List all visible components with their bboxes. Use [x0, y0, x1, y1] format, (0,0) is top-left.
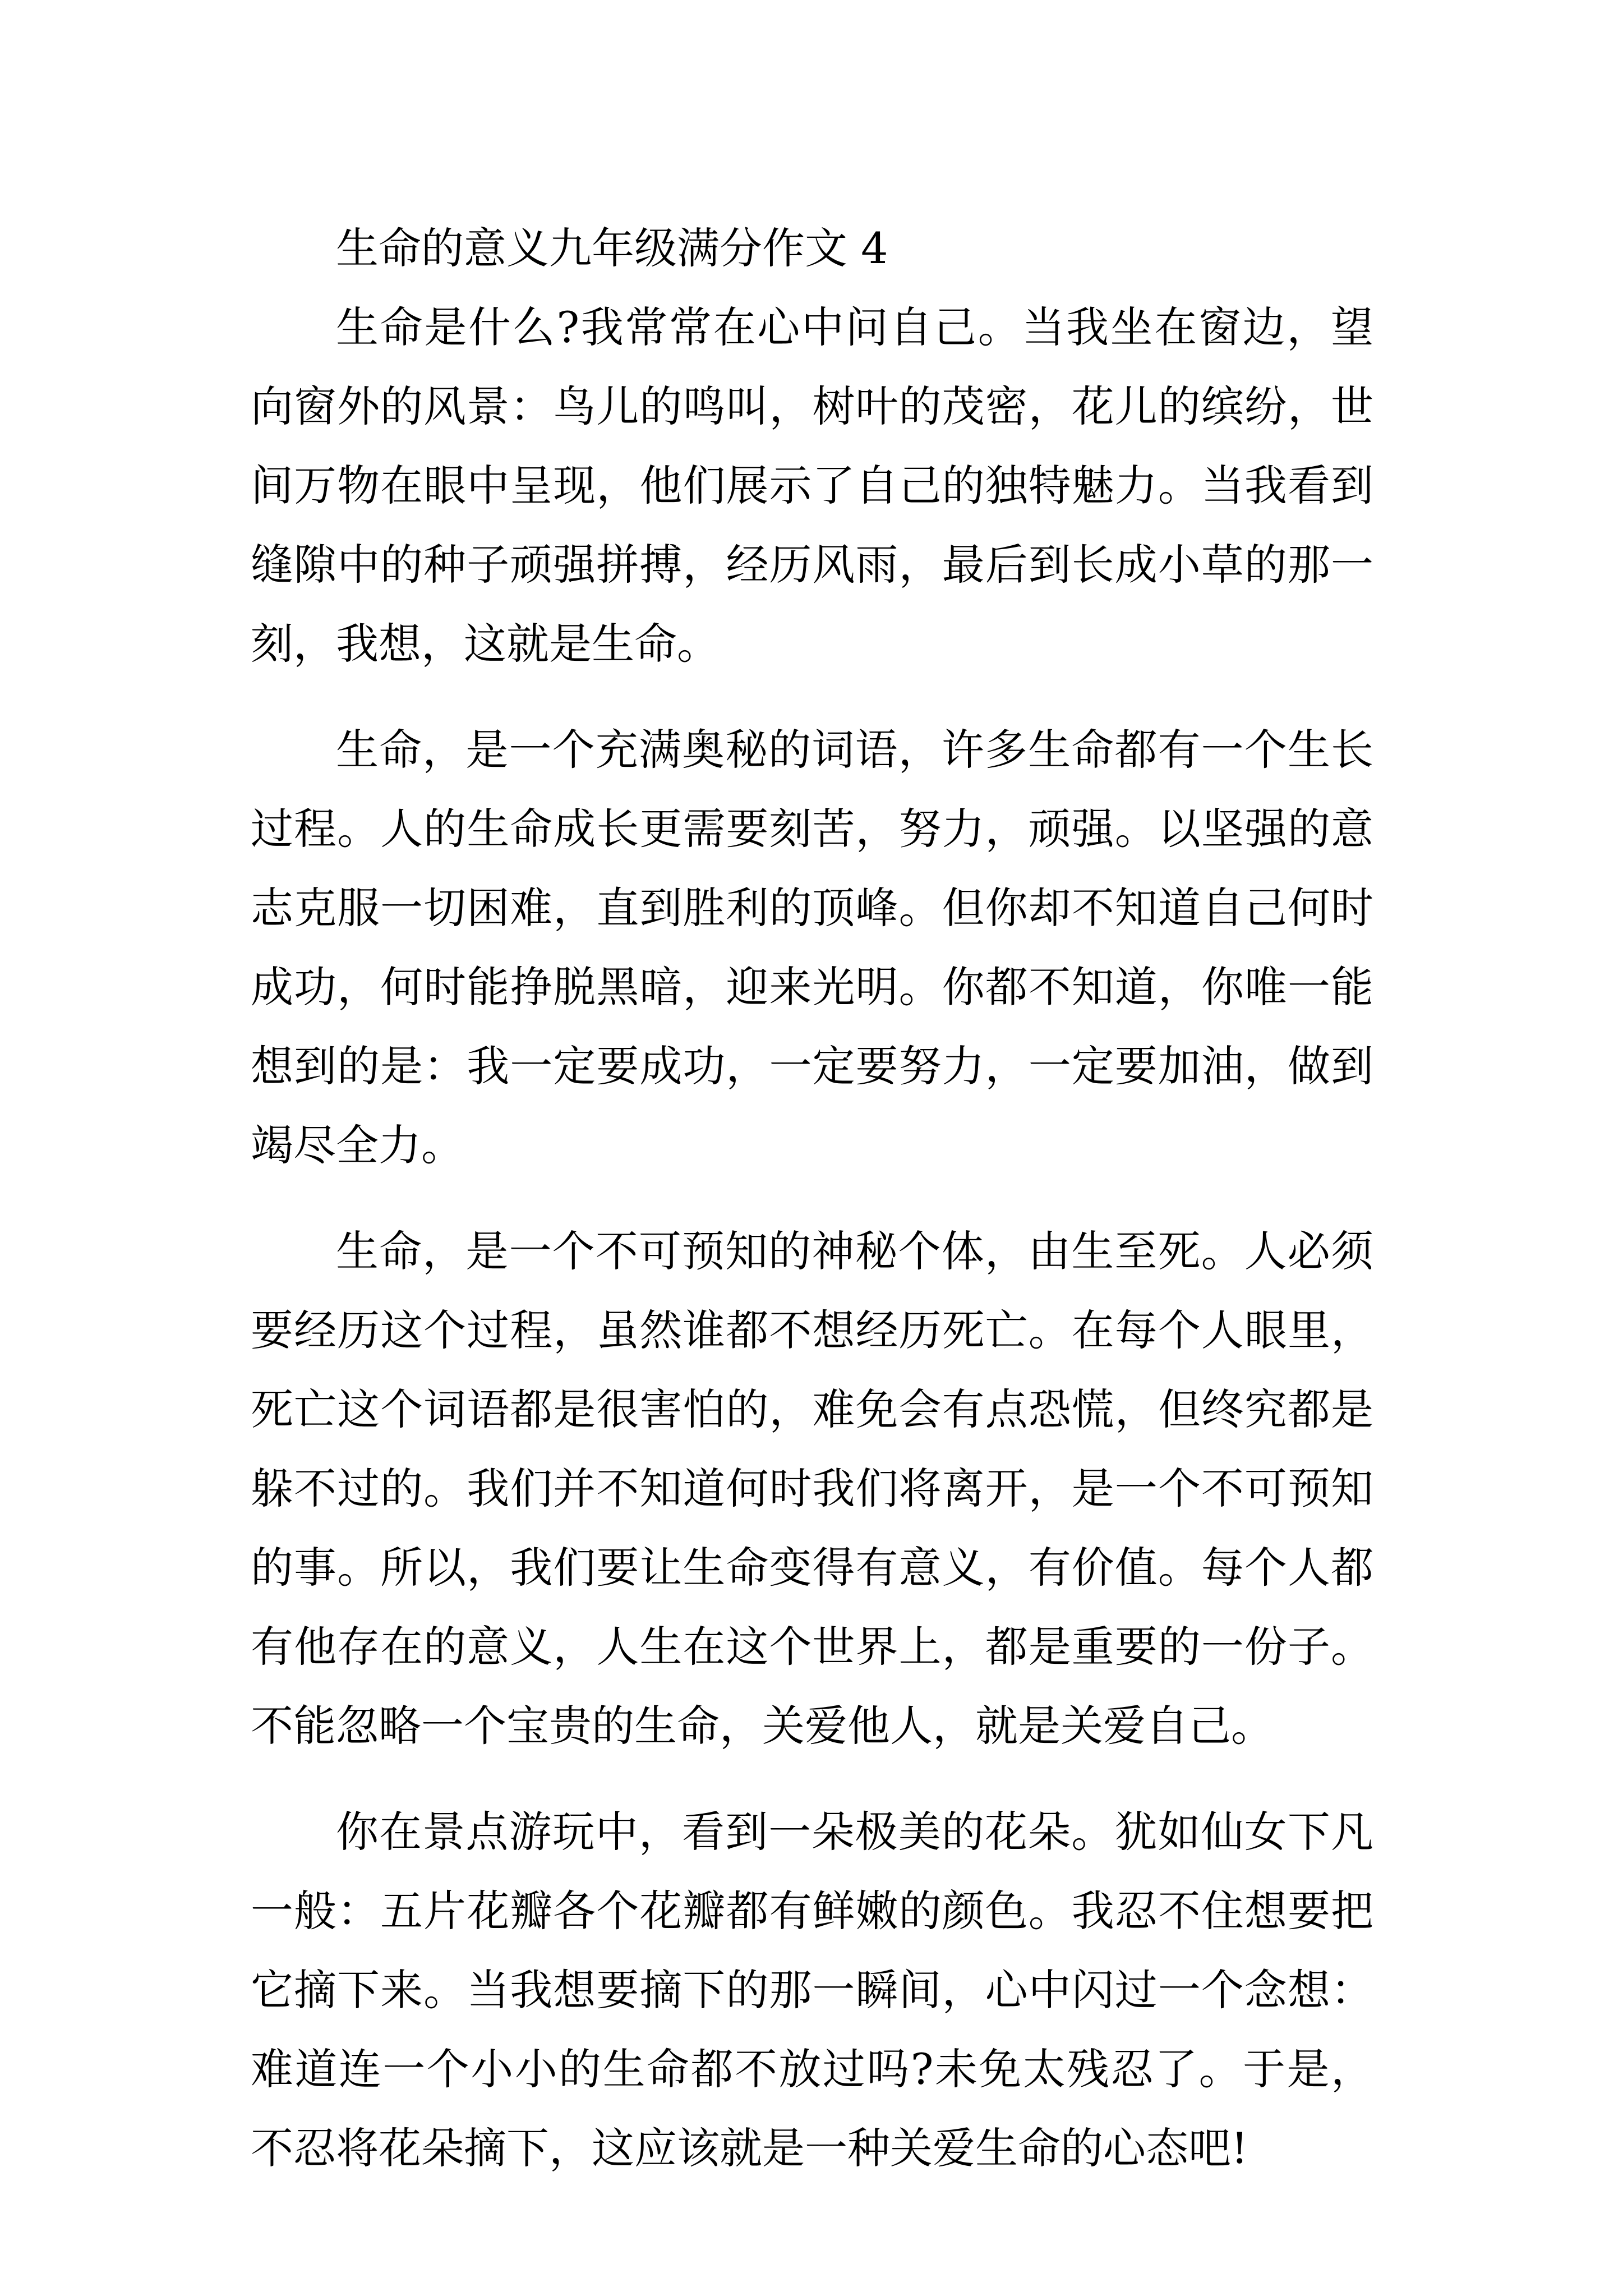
paragraph-3: 生命，是一个不可预知的神秘个体，由生至死。人必须要经历这个过程，虽然谁都不想经历死亡。在每个人眼里，死亡这个词语都是很害怕的，难免会有点恐慌，但终究都是躲不过的。我们并不知道何时我们将离开，是一个不可预知的事。所以，我们要让生命变得有意义，有价值。每个人都有他存在的意义，人生在这个世界上，都是重要的一份子。不能忽略一个宝贵的生命，关爱他人，就是关爱自己。: [251, 1226, 1373, 1751]
document-body: [251, 209, 1373, 2188]
paragraph-1: 生命是什么?我常常在心中问自己。当我坐在窗边，望向窗外的风景：鸟儿的鸣叫，树叶的茂密，花儿的缤纷，世间万物在眼中呈现，他们展示了自己的独特魅力。当我看到缝隙中的种子顽强拼搏，经历风雨，最后到长成小草的那一刻，我想，这就是生命。: [251, 302, 1373, 669]
paragraph-4: 你在景点游玩中，看到一朵极美的花朵。犹如仙女下凡一般：五片花瓣各个花瓣都有鲜嫩的颜色。我忍不住想要把它摘下来。当我想要摘下的那一瞬间，心中闪过一个念想：难道连一个小小的生命都不放过吗?未免太残忍了。于是，不忍将花朵摘下，这应该就是一种关爱生命的心态吧!: [251, 1807, 1373, 2173]
paragraph-2: 生命，是一个充满奥秘的词语，许多生命都有一个生长过程。人的生命成长更需要刻苦，努力，顽强。以坚强的意志克服一切困难，直到胜利的顶峰。但你却不知道自己何时成功，何时能挣脱黑暗，迎来光明。你都不知道，你唯一能想到的是：我一定要成功，一定要努力，一定要加油，做到竭尽全力。: [251, 725, 1373, 1170]
document-title: 生命的意义九年级满分作文 4: [336, 223, 888, 273]
